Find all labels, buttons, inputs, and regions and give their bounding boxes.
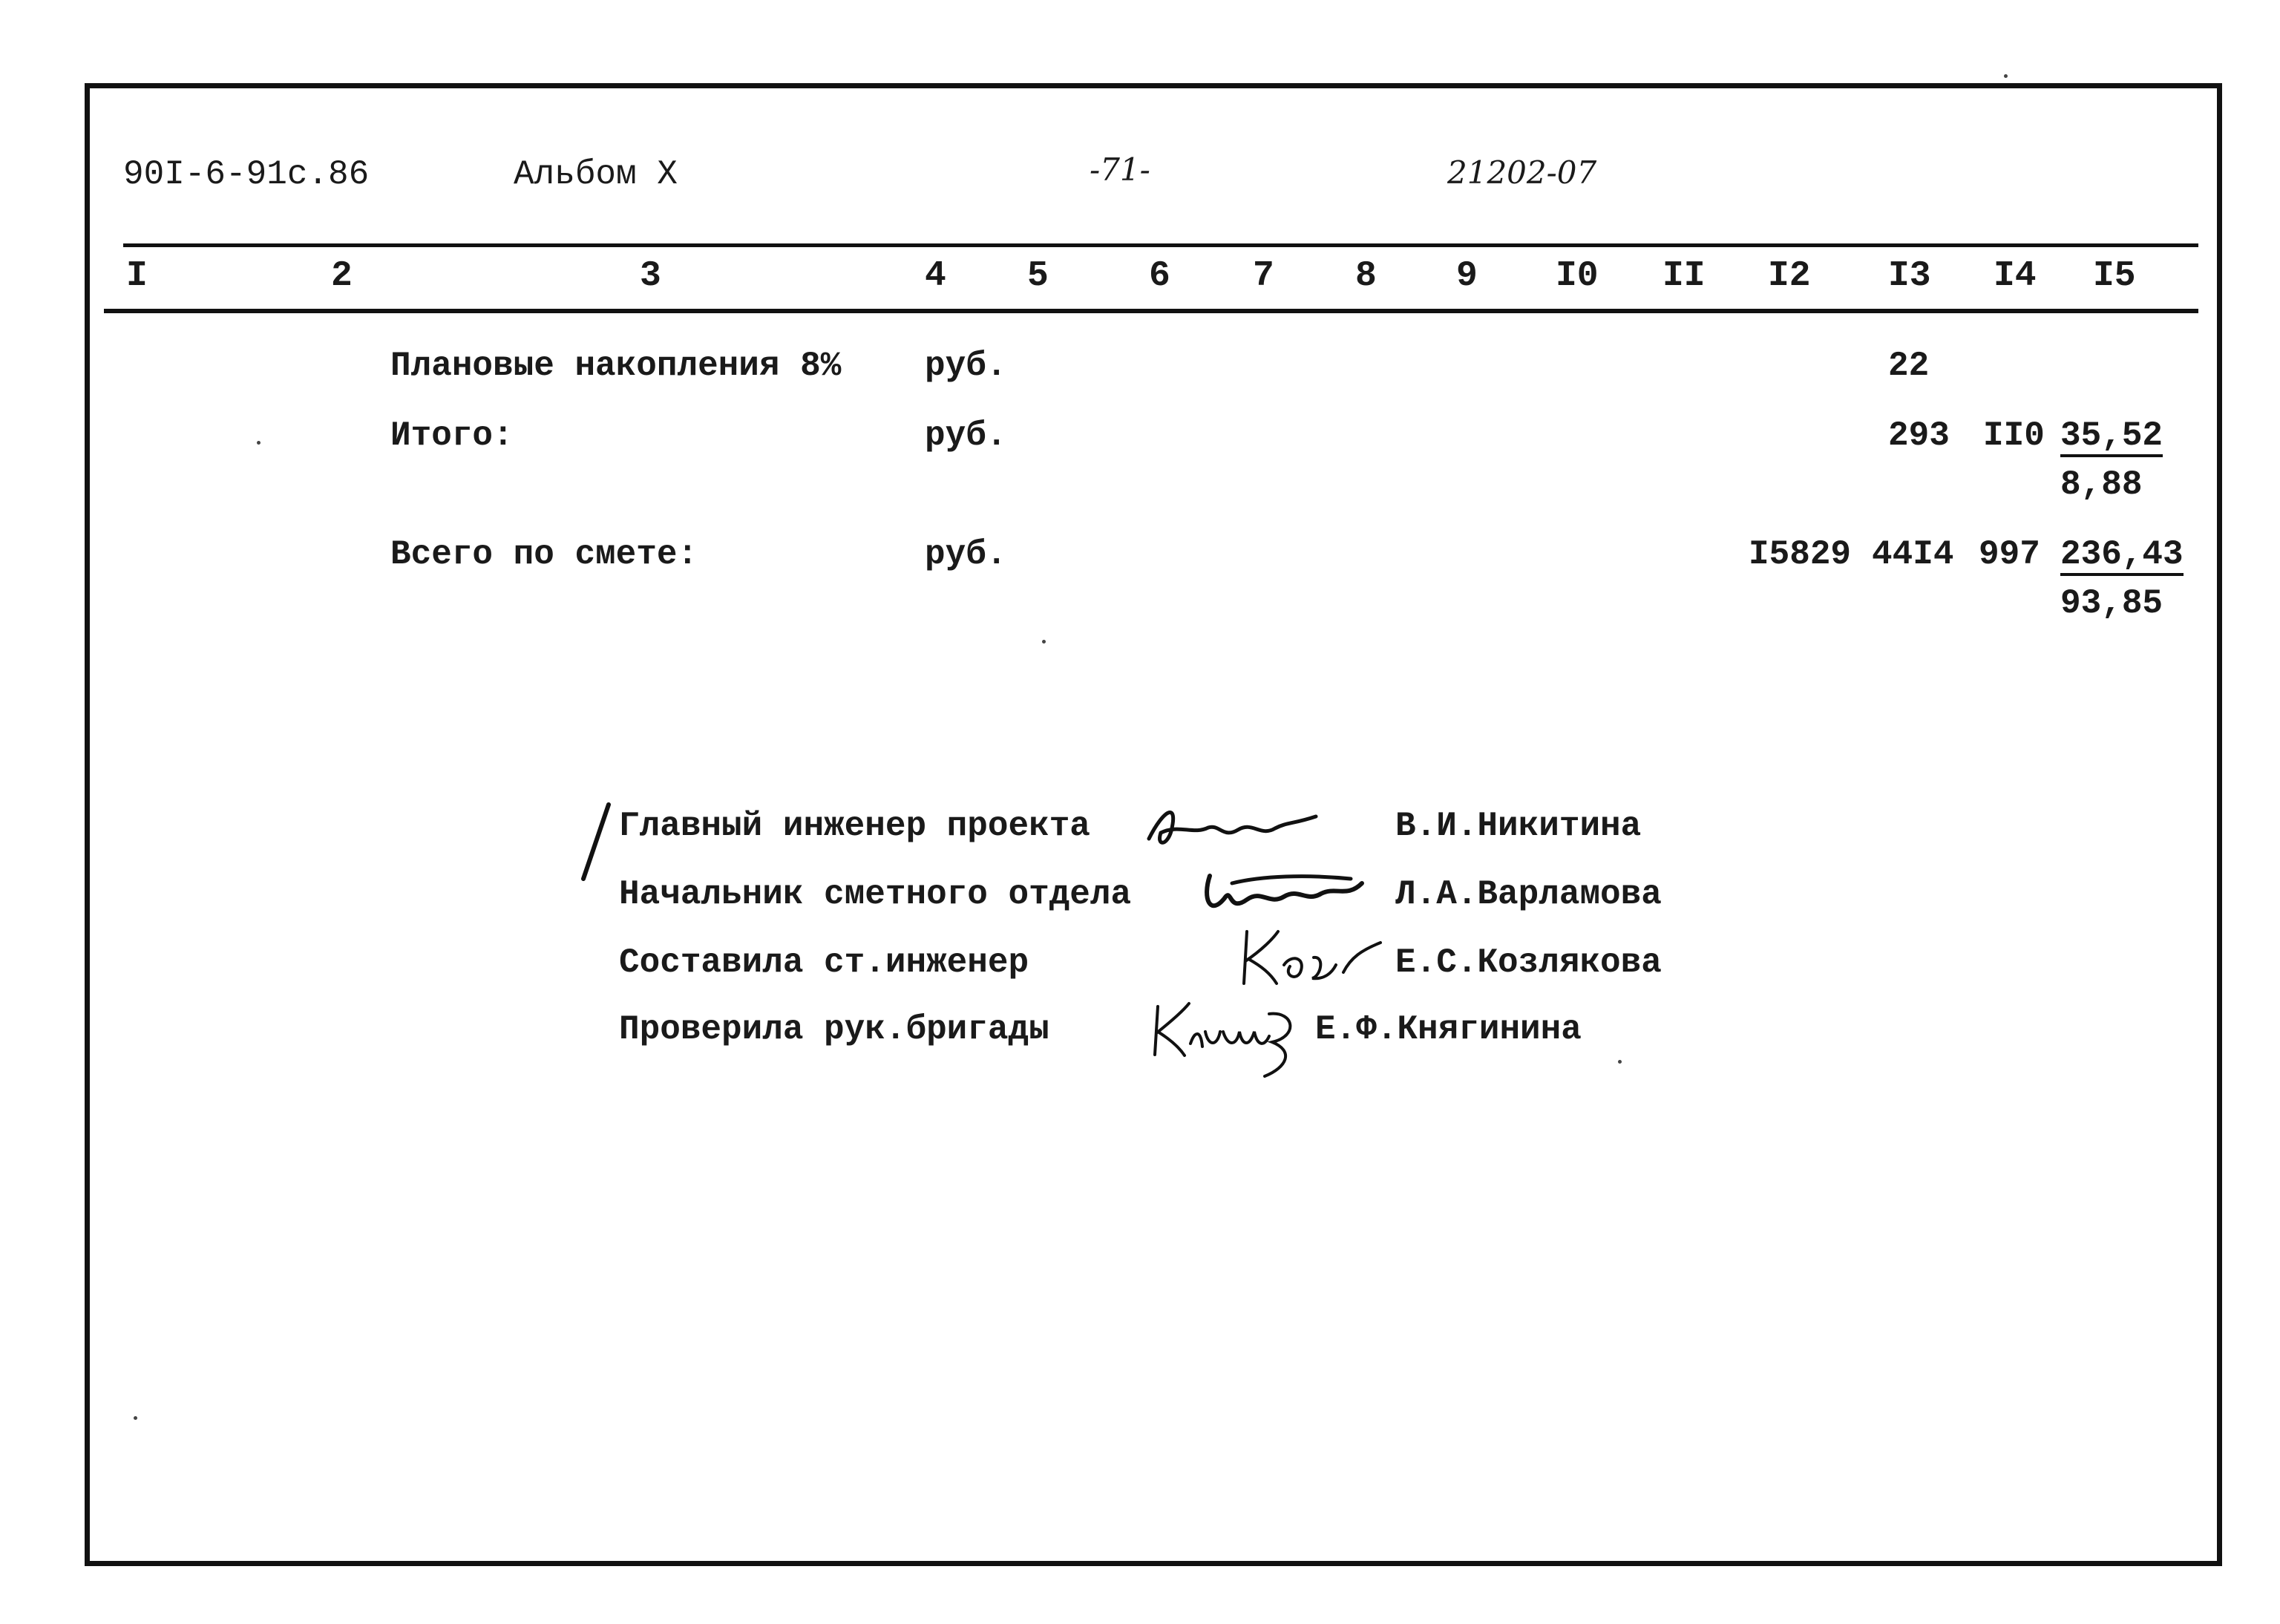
- page-number: -71-: [1090, 151, 1150, 188]
- row-planned-savings-unit: руб.: [925, 347, 1007, 385]
- row-estimate-total-col15-top: 236,43: [2060, 537, 2184, 576]
- signature-name-chief-engineer: В.И.Никитина: [1395, 807, 1642, 845]
- signature-name-estimate-head: Л.А.Варламова: [1395, 875, 1662, 914]
- column-header-14: I4: [1994, 256, 2037, 296]
- column-header-12: I2: [1768, 256, 1811, 296]
- header-rule-top: [123, 243, 2198, 247]
- column-header-13: I3: [1888, 256, 1931, 296]
- row-planned-savings-col13: 22: [1888, 347, 1930, 385]
- row-estimate-total-col13: 44I4: [1872, 535, 1954, 574]
- scan-speck: [2004, 74, 2008, 78]
- scan-speck: [257, 441, 261, 445]
- row-estimate-total-unit: руб.: [925, 535, 1007, 574]
- signature-name-checked-by: Е.Ф.Княгинина: [1315, 1010, 1582, 1049]
- signature-name-compiled-by: Е.С.Козлякова: [1395, 943, 1662, 982]
- row-subtotal-col13: 293: [1888, 416, 1950, 455]
- scan-speck: [1042, 640, 1046, 644]
- signature-checked-by-handwriting: [1146, 984, 1324, 1084]
- column-header-5: 5: [1027, 256, 1049, 296]
- document-code-text: 90I-6-91с.86: [123, 155, 370, 194]
- signature-slash-mark: [579, 802, 612, 887]
- row-subtotal-col14: II0: [1983, 416, 2045, 455]
- column-header-8: 8: [1355, 256, 1377, 296]
- column-header-6: 6: [1149, 256, 1170, 296]
- signature-title-compiled-by: Составила ст.инженер: [619, 943, 1029, 982]
- column-header-10: I0: [1556, 256, 1599, 296]
- row-subtotal-label: Итого:: [390, 416, 514, 455]
- column-header-11: II: [1662, 256, 1706, 296]
- album-label: Альбом X: [514, 155, 678, 194]
- row-subtotal-col15-bottom: 8,88: [2060, 465, 2143, 504]
- row-estimate-total-col15-bottom: 93,85: [2060, 584, 2163, 623]
- header-rule-bottom: [104, 309, 2198, 313]
- document-code: [123, 155, 370, 194]
- scan-speck: [134, 1416, 137, 1420]
- column-header-4: 4: [925, 256, 946, 296]
- signature-title-checked-by: Проверила рук.бригады: [619, 1010, 1049, 1049]
- row-subtotal-unit: руб.: [925, 416, 1007, 455]
- column-header-2: 2: [331, 256, 353, 296]
- column-header-15: I5: [2093, 256, 2136, 296]
- column-header-3: 3: [640, 256, 661, 296]
- document-number: 21202-07: [1447, 154, 1597, 191]
- row-subtotal-col15-top: 35,52: [2060, 419, 2163, 457]
- signature-title-chief-engineer: Главный инженер проекта: [619, 807, 1090, 845]
- row-estimate-total-label: Всего по смете:: [390, 535, 698, 574]
- column-header-9: 9: [1456, 256, 1478, 296]
- column-header-1: I: [126, 256, 148, 296]
- row-estimate-total-col14: 997: [1979, 535, 2040, 574]
- scan-speck: [1618, 1060, 1622, 1064]
- row-estimate-total-col12: I5829: [1749, 535, 1852, 574]
- signature-title-estimate-head: Начальник сметного отдела: [619, 875, 1132, 914]
- column-header-7: 7: [1253, 256, 1274, 296]
- row-planned-savings-label: Плановые накопления 8%: [390, 347, 842, 385]
